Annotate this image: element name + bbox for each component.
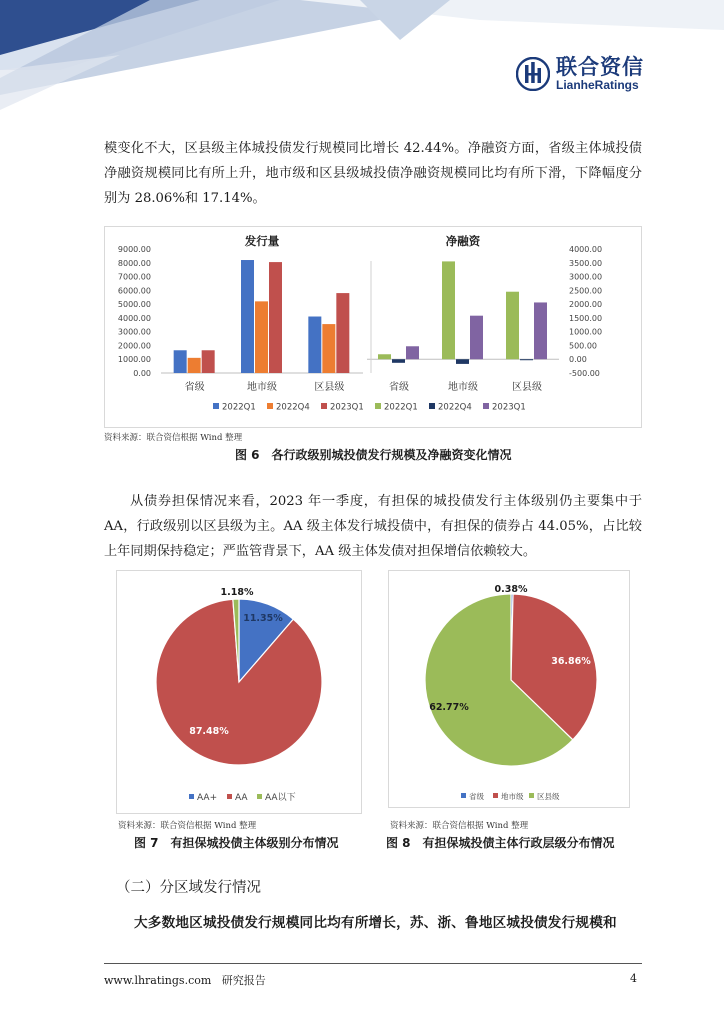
left-y-tick-label: 0.00: [133, 369, 151, 378]
paragraph-net-financing: 模变化不大，区县级主体城投债发行规模同比增长 42.44%。净融资方面，省级主体城投债净融资规模同比有所上升，地市级和区县级城投债净融资规模同比均有所下滑，下降幅度分别为 28.06%和 17.14%。: [104, 141, 642, 206]
left-bar: [308, 317, 321, 373]
right-panel-title: 净融资: [445, 234, 481, 248]
left-bar: [202, 350, 215, 373]
figure-6-source: 资料来源：联合资信根据 Wind 整理: [104, 433, 243, 443]
pie-data-label: 36.86%: [551, 656, 591, 667]
figure-8-caption: 图 8 有担保城投债主体行政层级分布情况: [386, 836, 615, 850]
legend-label: AA+: [197, 793, 218, 803]
paragraph-guarantee: 从债券担保情况来看，2023 年一季度，有担保的城投债发行主体级别仍主要集中于 AA，行政级别以区县级为主。AA 级主体发行城投债中，有担保的债券占 44.05%，占比较上年同期保持稳定；严监管背景下，AA 级主体发债对担保增信依赖较大。: [104, 494, 642, 559]
right-y-tick-label: 3000.00: [569, 272, 603, 282]
left-y-tick-label: 5000.00: [117, 300, 151, 310]
left-category-label: 区县级: [314, 382, 345, 393]
right-bar: [406, 346, 419, 359]
right-y-tick-label: 3500.00: [569, 258, 603, 268]
footer-label: 研究报告: [221, 974, 266, 987]
legend-swatch: [493, 793, 498, 798]
paragraph-regional-bold: 大多数地区城投债发行规模同比均有所增长，苏、浙、鲁地区城投债发行规模和: [134, 915, 617, 931]
right-bar: [506, 292, 519, 360]
legend-label: 省级: [469, 792, 484, 801]
figure-8-source: 资料来源：联合资信根据 Wind 整理: [390, 821, 529, 831]
pie-data-label: 1.18%: [220, 587, 254, 598]
right-y-tick-label: -500.00: [569, 369, 600, 378]
left-bar: [188, 358, 201, 373]
legend-swatch: [267, 403, 273, 409]
legend-label: 2022Q4: [276, 402, 310, 413]
right-bar: [456, 359, 469, 364]
page-number: 4: [630, 972, 637, 985]
legend-label: 2022Q1: [222, 402, 256, 413]
figure-6-bar-chart: [105, 227, 641, 427]
right-y-tick-label: 0.00: [569, 355, 587, 365]
pie-data-label: 62.77%: [429, 702, 469, 713]
footer-divider: [104, 963, 642, 964]
legend-swatch: [529, 793, 534, 798]
brand-name-en: LianheRatings: [556, 78, 639, 92]
left-bar: [336, 293, 349, 373]
legend-label: 2022Q1: [384, 402, 418, 413]
left-bar: [241, 260, 254, 373]
legend-label: 地市级: [501, 792, 524, 801]
legend-swatch: [429, 403, 435, 409]
footer-left: [104, 972, 266, 988]
right-y-tick-label: 1500.00: [569, 313, 603, 323]
figure-7-chart-frame: [116, 570, 362, 814]
legend-swatch: [375, 403, 381, 409]
right-bar: [442, 261, 455, 359]
legend-swatch: [213, 403, 219, 409]
left-bar: [269, 262, 282, 373]
left-panel-title: 发行量: [244, 234, 280, 248]
pie-data-label: 11.35%: [243, 613, 283, 624]
left-bar: [174, 350, 187, 373]
left-y-tick-label: 1000.00: [117, 355, 151, 365]
figure-8-chart-frame: [388, 570, 630, 808]
right-category-label: 区县级: [512, 382, 542, 393]
footer-url: www.lhratings.com: [104, 974, 212, 987]
legend-swatch: [321, 403, 327, 409]
legend-label: 2023Q1: [492, 402, 526, 413]
figure-7-source: 资料来源：联合资信根据 Wind 整理: [118, 821, 257, 831]
legend-label: 区县级: [537, 792, 560, 801]
figure-8-pie-chart: [389, 571, 629, 807]
left-y-tick-label: 2000.00: [117, 341, 151, 351]
right-bar: [470, 316, 483, 360]
right-bar: [378, 354, 391, 359]
right-y-tick-label: 4000.00: [569, 245, 603, 254]
left-bar: [322, 324, 335, 373]
left-y-tick-label: 9000.00: [117, 245, 151, 254]
figure-7-pie-chart: [117, 571, 361, 813]
left-y-tick-label: 3000.00: [117, 327, 151, 337]
legend-swatch: [227, 794, 232, 799]
legend-label: AA: [235, 793, 248, 803]
right-bar: [534, 302, 547, 359]
pie-data-label: 87.48%: [189, 726, 229, 737]
legend-swatch: [461, 793, 466, 798]
left-bar: [255, 301, 268, 373]
figure-6-chart-frame: [104, 226, 642, 428]
section-title: （二）分区域发行情况: [116, 880, 261, 896]
legend-label: 2022Q4: [438, 402, 472, 413]
right-category-label: 省级: [389, 382, 409, 393]
legend-label: AA以下: [265, 793, 296, 803]
right-y-tick-label: 2000.00: [569, 300, 603, 310]
right-y-tick-label: 500.00: [569, 341, 597, 351]
legend-swatch: [483, 403, 489, 409]
pie-data-label: 0.38%: [494, 584, 528, 595]
left-y-tick-label: 4000.00: [117, 313, 151, 323]
figure-6-caption: 图 6 各行政级别城投债发行规模及净融资变化情况: [235, 448, 512, 462]
left-y-tick-label: 6000.00: [117, 286, 151, 296]
brand-name-cn: 联合资信: [556, 55, 644, 79]
legend-label: 2023Q1: [330, 402, 364, 413]
legend-swatch: [257, 794, 262, 799]
left-y-tick-label: 8000.00: [117, 258, 151, 268]
right-y-tick-label: 1000.00: [569, 327, 603, 337]
figure-7-caption: 图 7 有担保城投债主体级别分布情况: [134, 836, 339, 850]
legend-swatch: [189, 794, 194, 799]
left-category-label: 地市级: [247, 382, 277, 393]
right-bar: [520, 359, 533, 360]
lianhe-logo-icon: [516, 57, 550, 91]
brand-logo: [516, 56, 644, 92]
right-category-label: 地市级: [448, 382, 478, 393]
left-category-label: 省级: [184, 382, 205, 393]
right-y-tick-label: 2500.00: [569, 286, 603, 296]
right-bar: [392, 359, 405, 363]
left-y-tick-label: 7000.00: [117, 272, 151, 282]
